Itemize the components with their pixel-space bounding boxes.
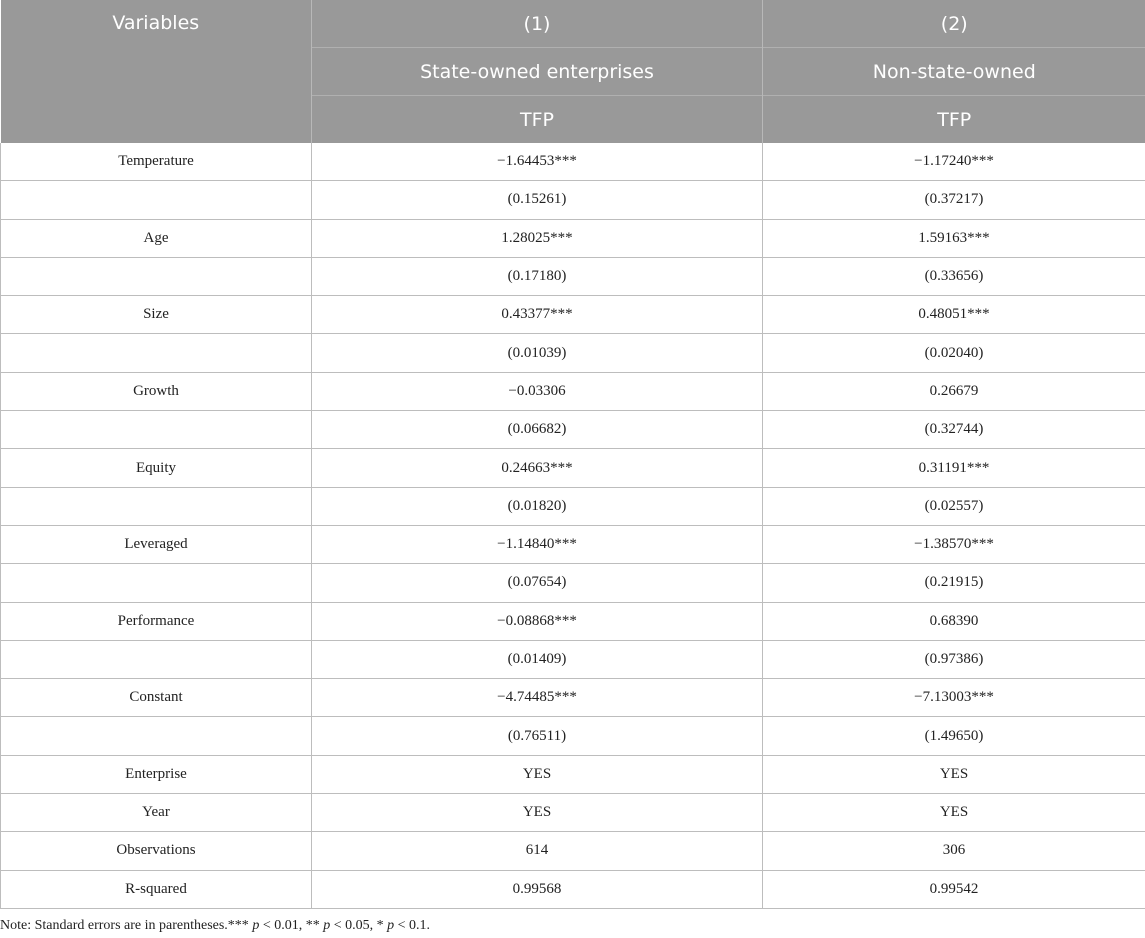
cell-col2: 1.59163***	[763, 219, 1145, 257]
cell-col1: (0.15261)	[312, 181, 763, 219]
row-label: Size	[1, 296, 312, 334]
header-col1-group: State-owned enterprises	[312, 48, 763, 96]
table-row	[1, 143, 1145, 181]
table-row	[1, 794, 1145, 832]
table-row	[1, 602, 1145, 640]
cell-col2: (0.97386)	[763, 640, 1145, 678]
table-row	[1, 219, 1145, 257]
cell-col1: −0.03306	[312, 372, 763, 410]
row-label	[1, 640, 312, 678]
table-body	[1, 143, 1145, 908]
table-row	[1, 832, 1145, 870]
cell-col1: 0.43377***	[312, 296, 763, 334]
cell-col2: −1.17240***	[763, 143, 1145, 181]
row-label	[1, 717, 312, 755]
row-label: Year	[1, 794, 312, 832]
table-row	[1, 296, 1145, 334]
cell-col1: YES	[312, 755, 763, 793]
row-label: Growth	[1, 372, 312, 410]
table-row	[1, 334, 1145, 372]
row-label	[1, 334, 312, 372]
cell-col1: 0.24663***	[312, 449, 763, 487]
table-row	[1, 411, 1145, 449]
table-row	[1, 449, 1145, 487]
row-label: Equity	[1, 449, 312, 487]
table-note	[0, 918, 430, 934]
note-text: < 0.1.	[394, 918, 431, 933]
row-label	[1, 257, 312, 295]
cell-col2: −1.38570***	[763, 525, 1145, 563]
note-text: < 0.05, *	[330, 918, 388, 933]
table-row	[1, 717, 1145, 755]
table-row	[1, 525, 1145, 563]
row-label: Enterprise	[1, 755, 312, 793]
table-row	[1, 564, 1145, 602]
cell-col2: (0.37217)	[763, 181, 1145, 219]
row-label	[1, 487, 312, 525]
cell-col1: YES	[312, 794, 763, 832]
cell-col2: YES	[763, 755, 1145, 793]
header-col1-number: (1)	[312, 0, 763, 48]
cell-col2: −7.13003***	[763, 679, 1145, 717]
cell-col1: −1.64453***	[312, 143, 763, 181]
row-label	[1, 564, 312, 602]
cell-col1: 0.99568	[312, 870, 763, 908]
table-row	[1, 372, 1145, 410]
cell-col1: −0.08868***	[312, 602, 763, 640]
cell-col1: (0.07654)	[312, 564, 763, 602]
table-row	[1, 755, 1145, 793]
note-p-symbol: p	[252, 918, 260, 933]
row-label: Age	[1, 219, 312, 257]
cell-col2: 0.99542	[763, 870, 1145, 908]
cell-col2: 0.31191***	[763, 449, 1145, 487]
cell-col1: 1.28025***	[312, 219, 763, 257]
cell-col2: (0.21915)	[763, 564, 1145, 602]
cell-col2: 0.26679	[763, 372, 1145, 410]
note-text: < 0.01, **	[259, 918, 324, 933]
cell-col2: 0.68390	[763, 602, 1145, 640]
cell-col1: (0.06682)	[312, 411, 763, 449]
cell-col2: (1.49650)	[763, 717, 1145, 755]
header-col2-number: (2)	[763, 0, 1145, 48]
cell-col2: (0.02040)	[763, 334, 1145, 372]
row-label: Temperature	[1, 143, 312, 181]
cell-col1: −4.74485***	[312, 679, 763, 717]
table-row	[1, 870, 1145, 908]
cell-col1: (0.01039)	[312, 334, 763, 372]
cell-col1: 614	[312, 832, 763, 870]
cell-col2: 306	[763, 832, 1145, 870]
note-p-symbol: p	[387, 918, 395, 933]
row-label	[1, 181, 312, 219]
row-label: Leveraged	[1, 525, 312, 563]
table-row	[1, 640, 1145, 678]
table-row	[1, 181, 1145, 219]
header-variables: Variables	[1, 0, 312, 143]
note-p-symbol: p	[323, 918, 331, 933]
cell-col2: (0.02557)	[763, 487, 1145, 525]
table-row	[1, 257, 1145, 295]
row-label: Observations	[1, 832, 312, 870]
table-row	[1, 487, 1145, 525]
header-col2-dep: TFP	[763, 96, 1145, 144]
cell-col1: (0.01409)	[312, 640, 763, 678]
row-label: Performance	[1, 602, 312, 640]
table-header	[1, 0, 1145, 143]
note-text: Note: Standard errors are in parentheses.***	[0, 918, 253, 933]
cell-col2: (0.32744)	[763, 411, 1145, 449]
cell-col1: (0.76511)	[312, 717, 763, 755]
header-col1-dep: TFP	[312, 96, 763, 144]
row-label: Constant	[1, 679, 312, 717]
table-row	[1, 679, 1145, 717]
cell-col2: YES	[763, 794, 1145, 832]
header-col2-group: Non-state-owned	[763, 48, 1145, 96]
cell-col2: 0.48051***	[763, 296, 1145, 334]
cell-col1: −1.14840***	[312, 525, 763, 563]
cell-col2: (0.33656)	[763, 257, 1145, 295]
row-label	[1, 411, 312, 449]
row-label: R-squared	[1, 870, 312, 908]
cell-col1: (0.01820)	[312, 487, 763, 525]
cell-col1: (0.17180)	[312, 257, 763, 295]
